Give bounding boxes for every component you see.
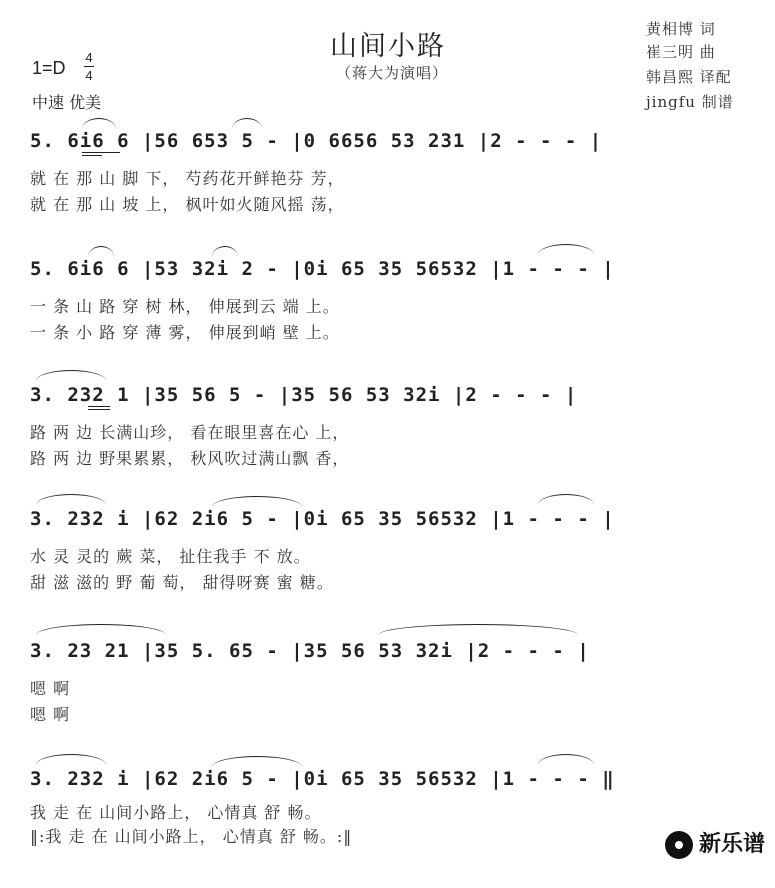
credit-composer: 崔三明 曲 bbox=[646, 43, 716, 61]
lyric-verse-1: 水 灵 灵的 蕨 菜， 扯住我手 不 放。 bbox=[30, 547, 311, 566]
slur bbox=[82, 118, 116, 129]
notation-line: 3. 232 i |62 2i6 5 - |0i 65 35 56532 |1 - - - | bbox=[30, 508, 615, 530]
credit-transcriber: jingfu 制谱 bbox=[646, 93, 734, 111]
notation-line: 3. 232 i |62 2i6 5 - |0i 65 35 56532 |1 - - - ‖ bbox=[30, 768, 615, 790]
score-row-2 bbox=[0, 258, 775, 378]
song-title: 山间小路 bbox=[330, 31, 446, 62]
score-row-4 bbox=[0, 508, 775, 628]
notation-line: 3. 23 21 |35 5. 65 - |35 56 53 32i |2 - - - | bbox=[30, 640, 590, 662]
score-row-6 bbox=[0, 768, 775, 888]
lyric-verse-1: 一 条 山 路 穿 树 林， 伸展到云 端 上。 bbox=[30, 297, 340, 316]
credit-lyricist: 黄相博 词 bbox=[646, 20, 716, 38]
score-row-3 bbox=[0, 384, 775, 504]
notation-line: 5. 6i6 6 |53 32i 2 - |0i 65 35 56532 |1 - - - | bbox=[30, 258, 615, 280]
time-signature-bottom: 4 bbox=[85, 68, 93, 83]
key-signature: 1=D bbox=[32, 58, 66, 78]
time-signature-top: 4 bbox=[85, 50, 93, 65]
time-signature bbox=[84, 50, 94, 83]
lyric-verse-2: 路 两 边 野果累累， 秋风吹过满山飘 香， bbox=[30, 449, 350, 468]
underline bbox=[82, 155, 102, 156]
score-row-1 bbox=[0, 130, 775, 250]
lyric-verse-2: 就 在 那 山 坡 上， 枫叶如火随风摇 荡， bbox=[30, 195, 345, 214]
song-subtitle: （蒋大为演唱） bbox=[336, 64, 449, 82]
lyric-verse-2: 一 条 小 路 穿 薄 雾， 伸展到峭 壁 上。 bbox=[30, 323, 340, 342]
record-disc-icon bbox=[665, 831, 693, 859]
notation-line: 5. 6i6 6 |56 653 5 - |0 6656 53 231 |2 - - - | bbox=[30, 130, 603, 152]
notation-line: 3. 232 1 |35 56 5 - |35 56 53 32i |2 - - - | bbox=[30, 384, 578, 406]
score-row-5 bbox=[0, 640, 775, 760]
tempo-marking: 中速 优美 bbox=[32, 93, 102, 112]
underline bbox=[88, 409, 110, 410]
lyric-verse-1: 路 两 边 长满山珍， 看在眼里喜在心 上， bbox=[30, 423, 350, 442]
lyric-verse-1: 我 走 在 山间小路上， 心情真 舒 畅。 bbox=[30, 803, 322, 822]
lyric-verse-1: 就 在 那 山 脚 下， 芍药花开鲜艳芬 芳， bbox=[30, 169, 345, 188]
slur bbox=[232, 118, 262, 129]
lyric-verse-2: ‖:我 走 在 山间小路上， 心情真 舒 畅。:‖ bbox=[30, 827, 353, 846]
lyric-verse-2: 甜 滋 滋的 野 葡 萄， 甜得呀赛 蜜 糖。 bbox=[30, 573, 334, 592]
site-logo-text: 新乐谱 bbox=[698, 832, 765, 857]
underline bbox=[88, 406, 110, 407]
site-logo bbox=[665, 827, 765, 859]
time-signature-bar bbox=[84, 66, 94, 67]
underline bbox=[82, 152, 120, 153]
lyric-verse-1: 嗯 啊 bbox=[30, 679, 71, 698]
credit-translator: 韩昌熙 译配 bbox=[646, 68, 732, 86]
lyric-verse-2: 嗯 啊 bbox=[30, 705, 71, 724]
